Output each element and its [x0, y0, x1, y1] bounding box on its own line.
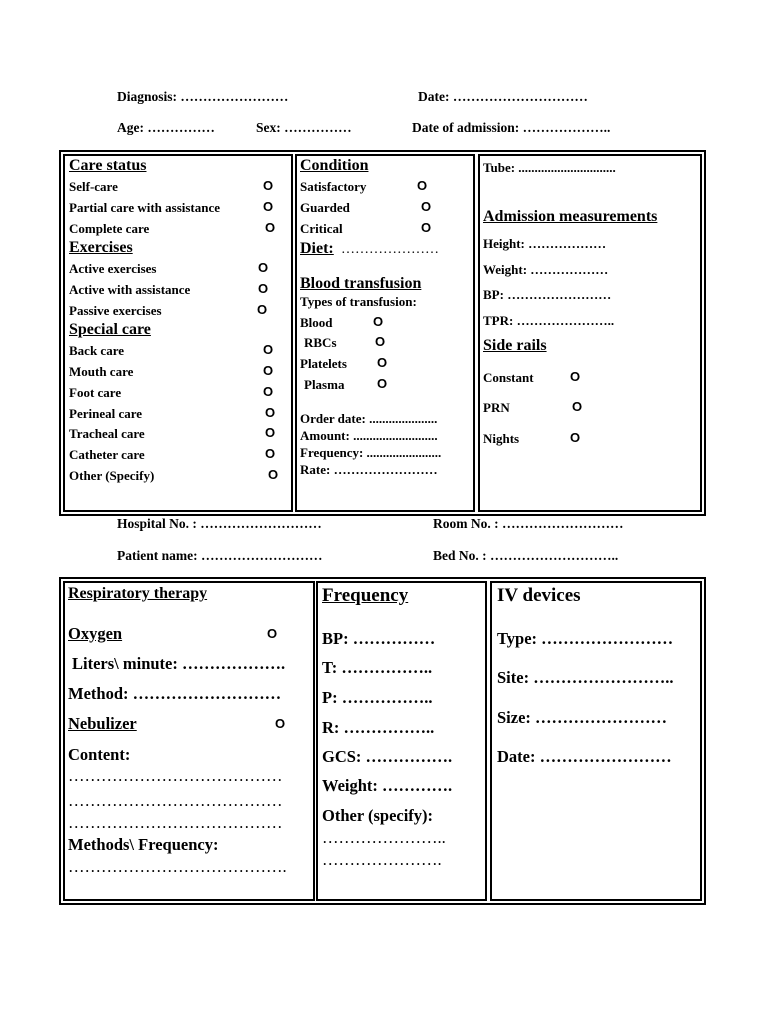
blood-transfusion-title: Blood transfusion [300, 275, 422, 292]
oxygen-label: Oxygen [68, 624, 123, 643]
radio-self-care[interactable]: O [263, 178, 274, 193]
bp-field: BP: …………………… [483, 287, 612, 302]
freq-other-line: ………………….. [322, 828, 446, 847]
liters-per-minute-field: Liters\ minute: ………………. [72, 654, 286, 673]
amount-field: Amount: .......................... [300, 428, 438, 443]
exercise-item: Active with assistance [69, 282, 191, 297]
care-status-item: Complete care [69, 221, 150, 236]
content-line: ………………………………… [68, 813, 283, 832]
radio-prn[interactable]: O [572, 399, 583, 414]
radio-catheter-care[interactable]: O [265, 446, 276, 461]
special-care-item: Catheter care [69, 447, 145, 462]
special-care-item: Tracheal care [69, 426, 145, 441]
methods-frequency-label: Methods\ Frequency: [68, 835, 219, 854]
special-care-item: Mouth care [69, 364, 134, 379]
content-line: ………………………………… [68, 766, 283, 785]
radio-nebulizer[interactable]: O [275, 716, 286, 731]
condition-item: Guarded [300, 200, 350, 215]
radio-passive-exercises[interactable]: O [257, 302, 268, 317]
exercise-item: Passive exercises [69, 303, 162, 318]
radio-mouth-care[interactable]: O [263, 363, 274, 378]
radio-plasma[interactable]: O [377, 376, 388, 391]
nebulizer-label: Nebulizer [68, 714, 137, 733]
transfusion-item: Plasma [304, 377, 345, 392]
freq-weight-field: Weight: …………. [322, 776, 453, 795]
iv-date-field: Date: …………………… [497, 747, 672, 766]
age-field: Age: …………… [117, 120, 215, 135]
date-field: Date: ………………………… [418, 89, 588, 104]
radio-active-exercises[interactable]: O [258, 260, 269, 275]
radio-guarded[interactable]: O [421, 199, 432, 214]
date-of-admission-field: Date of admission: ……………….. [412, 120, 611, 135]
freq-t-field: T: …………….. [322, 658, 433, 677]
care-status-item: Partial care with assistance [69, 200, 221, 215]
exercise-item: Active exercises [69, 261, 157, 276]
freq-gcs-field: GCS: ……………. [322, 747, 453, 766]
radio-tracheal-care[interactable]: O [265, 425, 276, 440]
radio-satisfactory[interactable]: O [417, 178, 428, 193]
respiratory-therapy-title: Respiratory therapy [68, 585, 208, 602]
freq-p-field: P: …………….. [322, 688, 433, 707]
freq-bp-field: BP: …………… [322, 629, 436, 648]
radio-critical[interactable]: O [421, 220, 432, 235]
freq-other-line: …………………. [322, 850, 442, 869]
exercises-title: Exercises [69, 239, 133, 256]
types-of-transfusion-label: Types of transfusion: [300, 294, 417, 309]
methods-frequency-line: …………………………………. [68, 857, 287, 876]
iv-type-field: Type: …………………… [497, 629, 674, 648]
side-rails-item: Nights [483, 431, 520, 446]
special-care-title: Special care [69, 321, 151, 338]
radio-nights[interactable]: O [570, 430, 581, 445]
condition-item: Satisfactory [300, 179, 367, 194]
height-field: Height: ……………… [483, 236, 607, 251]
special-care-item: Foot care [69, 385, 122, 400]
freq-r-field: R: …………….. [322, 718, 435, 737]
radio-oxygen[interactable]: O [267, 626, 278, 641]
radio-constant[interactable]: O [570, 369, 581, 384]
special-care-item: Perineal care [69, 406, 143, 421]
care-status-title: Care status [69, 157, 147, 174]
transfusion-item: RBCs [304, 335, 337, 350]
admission-measurements-title: Admission measurements [483, 208, 658, 225]
special-care-item: Back care [69, 343, 124, 358]
radio-active-with-assistance[interactable]: O [258, 281, 269, 296]
side-rails-item: PRN [483, 400, 510, 415]
weight-field: Weight: ……………… [483, 262, 609, 277]
iv-size-field: Size: …………………… [497, 708, 668, 727]
radio-rbcs[interactable]: O [375, 334, 386, 349]
condition-item: Critical [300, 221, 343, 236]
care-status-item: Self-care [69, 179, 118, 194]
radio-partial-care[interactable]: O [263, 199, 274, 214]
transfusion-item: Blood [300, 315, 333, 330]
bed-no-field: Bed No. : ……………………….. [433, 548, 619, 563]
diagnosis-field: Diagnosis: …………………… [117, 89, 289, 104]
radio-platelets[interactable]: O [377, 355, 388, 370]
radio-foot-care[interactable]: O [263, 384, 274, 399]
side-rails-title: Side rails [483, 337, 547, 354]
radio-other-specify[interactable]: O [268, 467, 279, 482]
room-no-field: Room No. : ……………………… [433, 516, 624, 531]
diet-label: Diet: [300, 240, 334, 257]
transfusion-item: Platelets [300, 356, 347, 371]
hospital-no-field: Hospital No. : ……………………… [117, 516, 322, 531]
radio-perineal-care[interactable]: O [265, 405, 276, 420]
radio-complete-care[interactable]: O [265, 220, 276, 235]
tube-field: Tube: .............................. [483, 160, 616, 175]
special-care-item: Other (Specify) [69, 468, 155, 483]
condition-title: Condition [300, 157, 369, 174]
content-line: ………………………………… [68, 791, 283, 810]
rate-field: Rate: …………………… [300, 462, 438, 477]
frequency-field: Frequency: ....................... [300, 445, 442, 460]
tpr-field: TPR: ………………….. [483, 313, 615, 328]
frequency-title: Frequency [322, 585, 409, 606]
diet-field: ………………… [341, 242, 439, 257]
side-rails-item: Constant [483, 370, 534, 385]
order-date-field: Order date: ..................... [300, 411, 438, 426]
sex-field: Sex: …………… [256, 120, 352, 135]
patient-name-field: Patient name: ……………………… [117, 548, 323, 563]
radio-back-care[interactable]: O [263, 342, 274, 357]
iv-site-field: Site: …………………….. [497, 668, 674, 687]
iv-devices-title: IV devices [497, 585, 581, 606]
freq-other-label: Other (specify): [322, 806, 434, 825]
radio-blood[interactable]: O [373, 314, 384, 329]
method-field: Method: ……………………… [68, 684, 282, 703]
content-label: Content: [68, 745, 131, 764]
